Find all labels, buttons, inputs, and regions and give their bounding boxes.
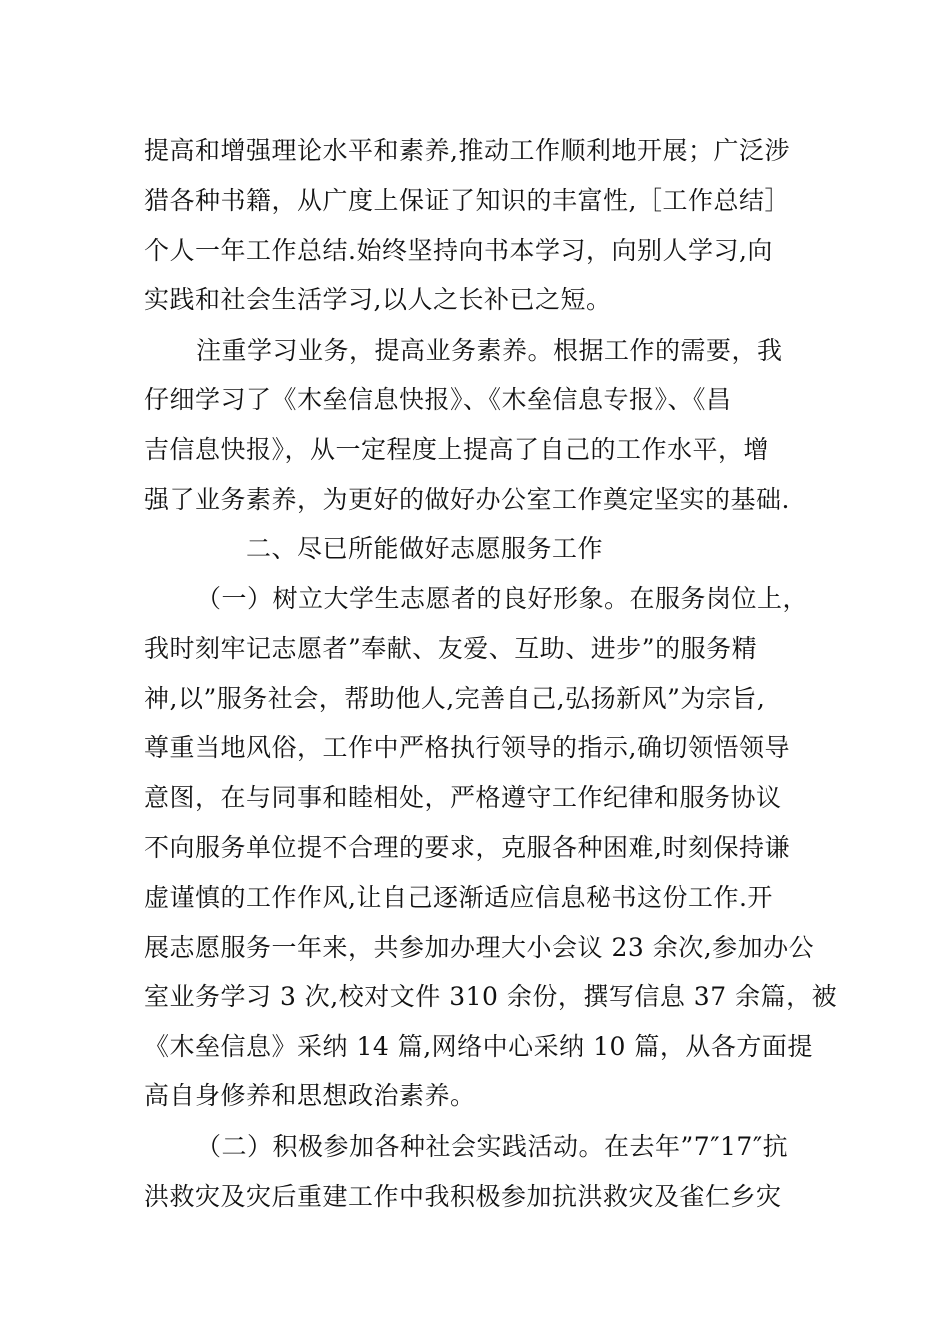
paragraph-start-line: 注重学习业务，提高业务素养。根据工作的需要，我 <box>196 336 783 365</box>
text-line: 猎各种书籍，从广度上保证了知识的丰富性,［工作总结］ <box>144 186 790 215</box>
text-line: 高自身修养和思想政治素养。 <box>144 1081 476 1110</box>
section-heading: 二、尽已所能做好志愿服务工作 <box>246 534 604 563</box>
paragraph-start-line: （二）积极参加各种社会实践活动。在去年”7″17″抗 <box>196 1132 789 1161</box>
text-line: 展志愿服务一年来，共参加办理大小会议 23 余次,参加办公 <box>144 933 815 962</box>
text-line: 室业务学习 3 次,校对文件 310 余份，撰写信息 37 余篇，被 <box>144 982 838 1011</box>
text-line: 吉信息快报》，从一定程度上提高了自己的工作水平，增 <box>144 435 770 464</box>
text-line: 《木垒信息》采纳 14 篇,网络中心采纳 10 篇，从各方面提 <box>144 1032 813 1061</box>
text-line: 不向服务单位提不合理的要求，克服各种困难,时刻保持谦 <box>144 833 790 862</box>
text-line: 虚谨慎的工作作风,让自己逐渐适应信息秘书这份工作.开 <box>144 883 773 912</box>
text-line: 仔细学习了《木垒信息快报》、《木垒信息专报》、《昌 <box>144 385 732 414</box>
text-line: 提高和增强理论水平和素养,推动工作顺利地开展；广泛涉 <box>144 136 790 165</box>
text-line: 强了业务素养，为更好的做好办公室工作奠定坚实的基础. <box>144 485 790 514</box>
text-line: 尊重当地风俗，工作中严格执行领导的指示,确切领悟领导 <box>144 733 790 762</box>
text-line: 我时刻牢记志愿者”奉献、友爱、互助、进步”的服务精 <box>144 634 758 663</box>
text-line: 实践和社会生活学习,以人之长补已之短。 <box>144 285 612 314</box>
text-line: 意图，在与同事和睦相处，严格遵守工作纪律和服务协议 <box>144 783 782 812</box>
text-line: 神,以”服务社会，帮助他人,完善自己,弘扬新风”为宗旨, <box>144 684 766 713</box>
text-line: 洪救灾及灾后重建工作中我积极参加抗洪救灾及雀仁乡灾 <box>144 1182 782 1211</box>
paragraph-start-line: （一）树立大学生志愿者的良好形象。在服务岗位上， <box>196 584 809 613</box>
text-line: 个人一年工作总结.始终坚持向书本学习，向别人学习,向 <box>144 236 773 265</box>
